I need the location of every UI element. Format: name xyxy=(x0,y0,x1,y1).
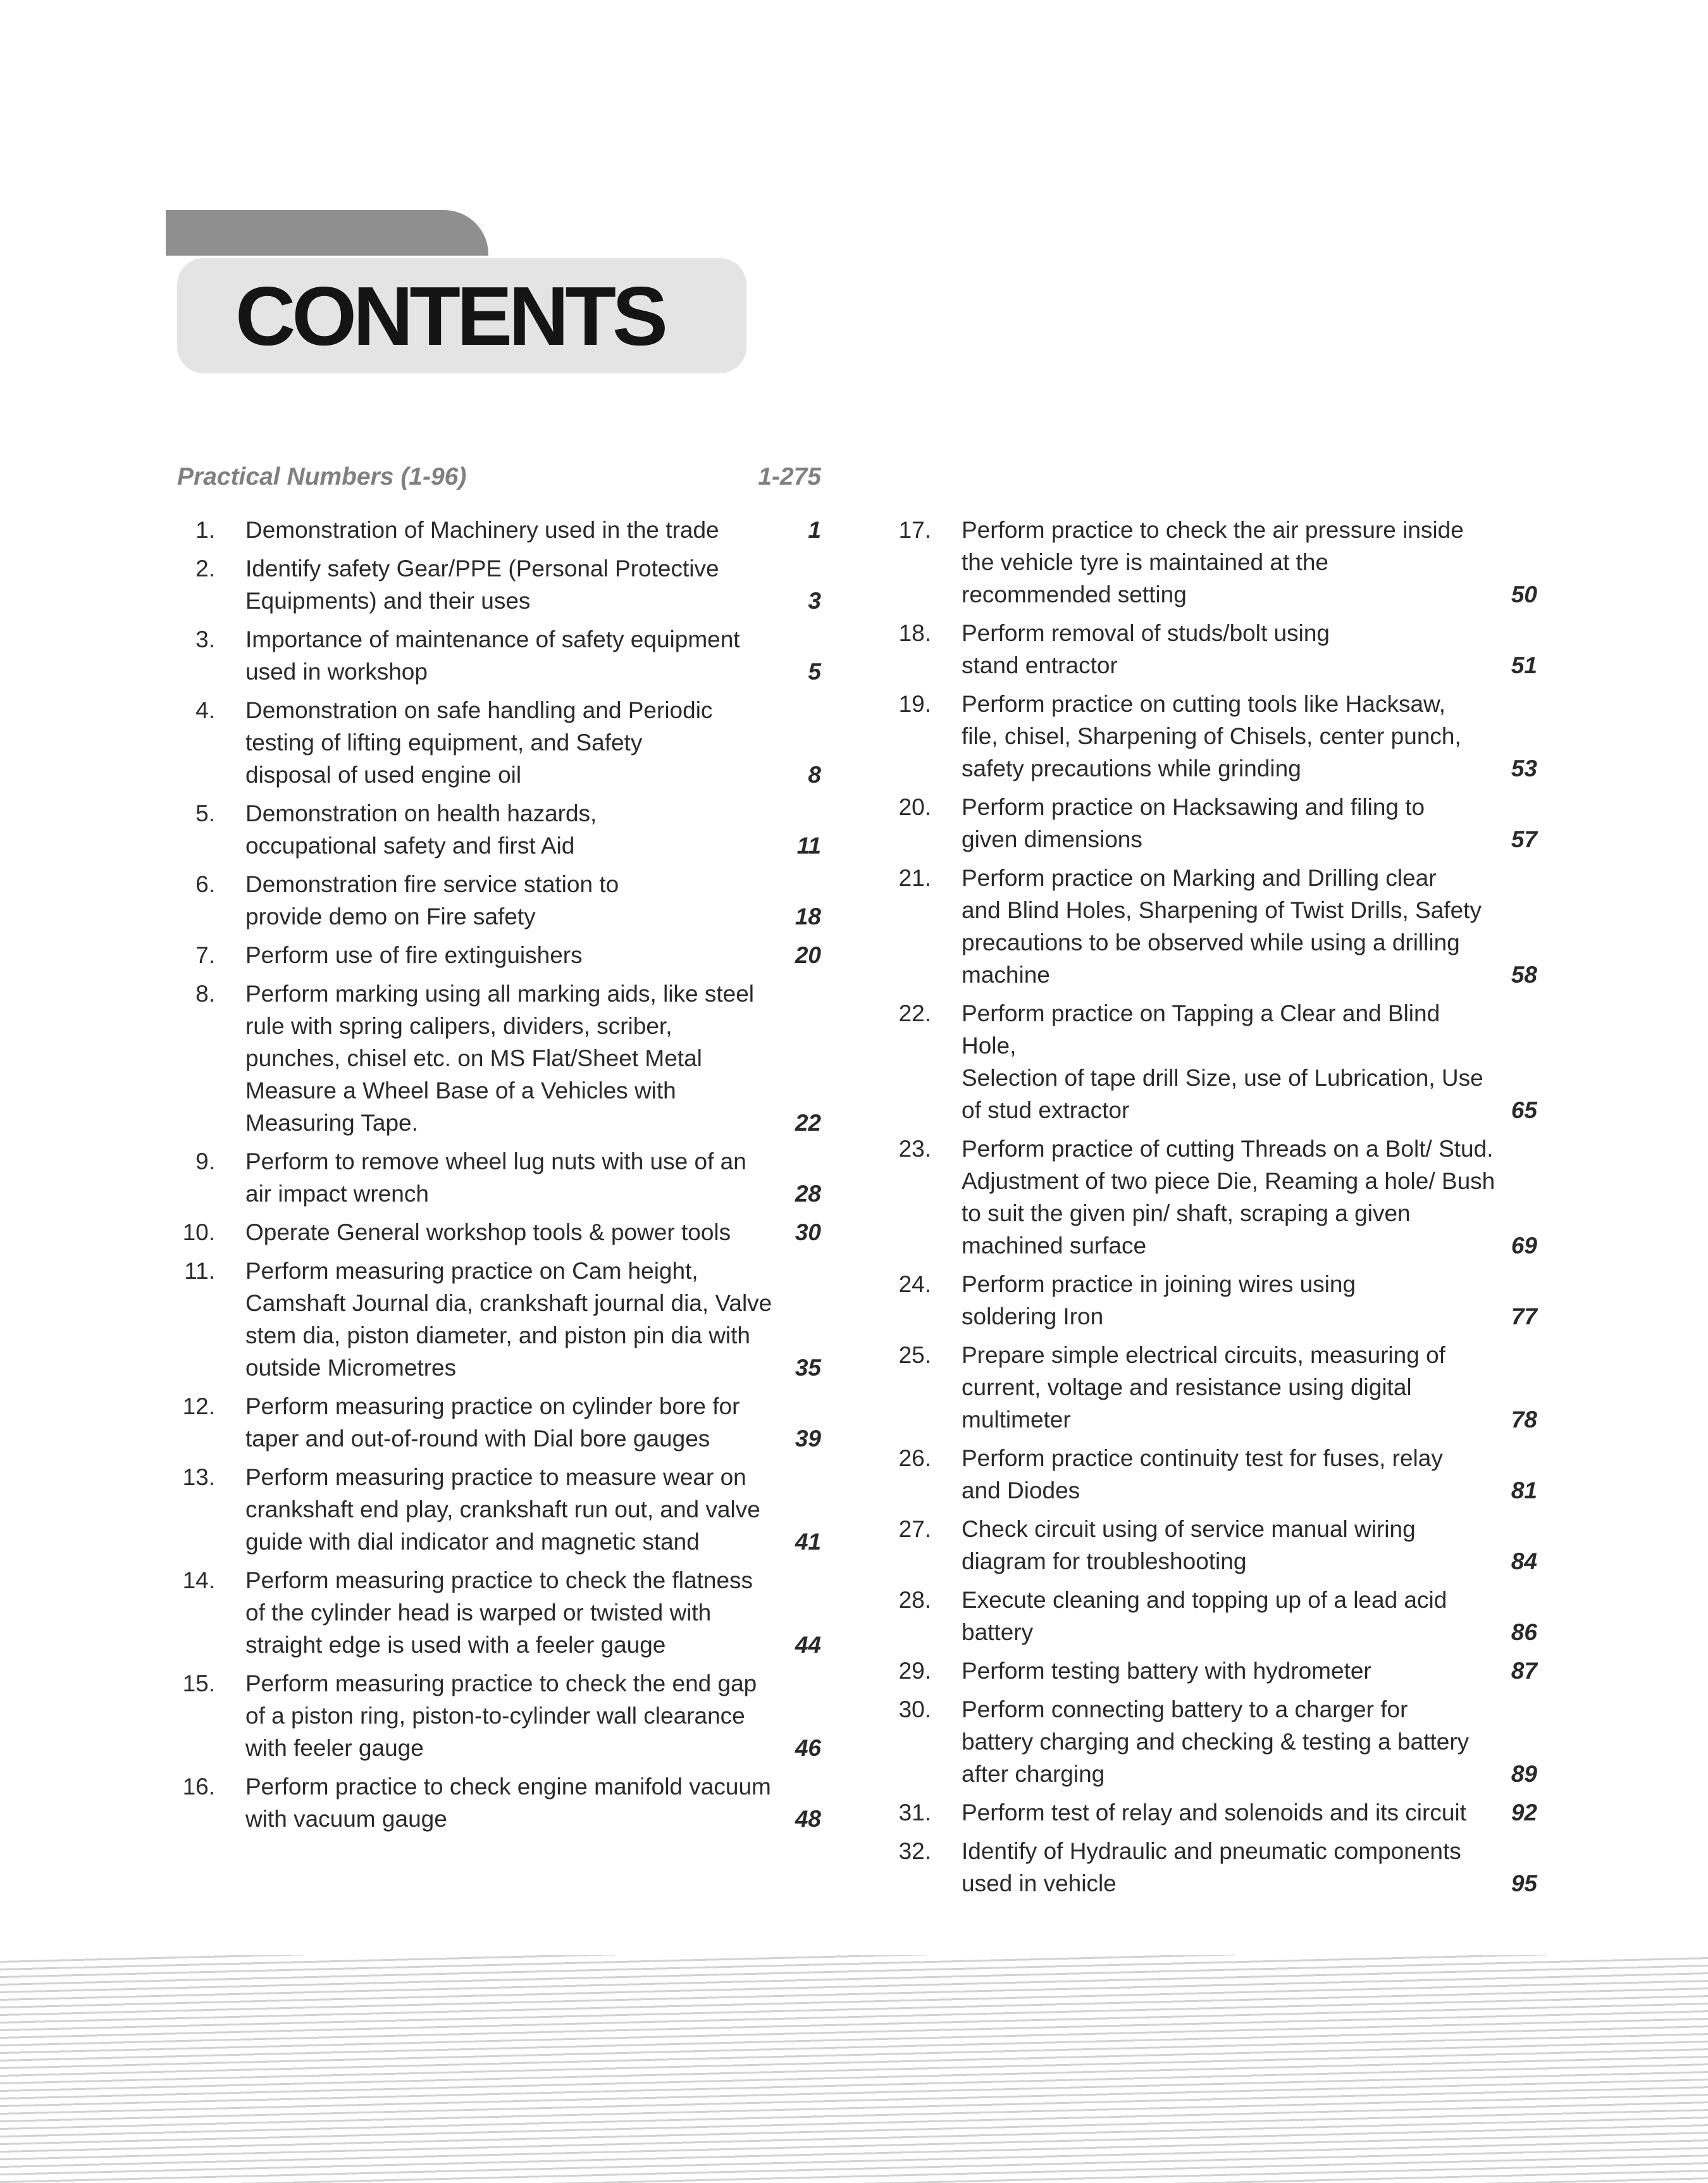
entry-title-line: battery xyxy=(962,1619,1034,1645)
entry-title xyxy=(893,1835,1537,1900)
toc-entry xyxy=(177,1216,821,1248)
entry-number: 6. xyxy=(195,871,215,897)
entry-title-line: Perform measuring practice to check the flatness xyxy=(245,1567,753,1593)
toc-entry xyxy=(177,1564,821,1661)
entry-title-line: Selection of tape drill Size, use of Lubrication, Use xyxy=(962,1065,1483,1091)
entry-page-number: 58 xyxy=(1511,962,1537,988)
entry-title xyxy=(177,514,821,546)
toc-entry xyxy=(893,1339,1537,1436)
entry-title xyxy=(177,797,821,862)
entry-title-line: to suit the given pin/ shaft, scraping a given xyxy=(962,1200,1411,1226)
entry-title xyxy=(893,514,1537,611)
entry-title-line: Perform practice continuity test for fuses, relay xyxy=(962,1445,1443,1471)
toc-entry xyxy=(893,1835,1537,1900)
entry-title-line: Perform marking using all marking aids, like steel xyxy=(245,981,755,1007)
entry-title xyxy=(177,978,821,1139)
entry-number: 16. xyxy=(182,1774,215,1800)
toc-entry xyxy=(893,617,1537,681)
entry-number: 22. xyxy=(898,1000,931,1026)
entry-title xyxy=(893,1133,1537,1262)
entry-number: 4. xyxy=(195,697,215,723)
toc-entry xyxy=(177,1255,821,1384)
entry-number: 30. xyxy=(898,1696,931,1722)
entry-title xyxy=(177,1216,821,1248)
toc-entry xyxy=(177,978,821,1139)
toc-entry xyxy=(893,688,1537,785)
toc-entry xyxy=(893,1442,1537,1507)
entry-title-line: provide demo on Fire safety xyxy=(245,904,536,930)
entry-page-number: 22 xyxy=(795,1110,821,1136)
entry-number: 14. xyxy=(182,1567,215,1593)
entry-title-line: of the cylinder head is warped or twisted with xyxy=(245,1600,712,1626)
entry-page-number: 3 xyxy=(808,588,821,614)
entry-title xyxy=(177,623,821,688)
entry-number: 11. xyxy=(184,1258,215,1284)
section-header xyxy=(177,463,821,500)
entry-title-line: and Diodes xyxy=(962,1477,1080,1503)
entry-title-line: Measure a Wheel Base of a Vehicles with xyxy=(245,1078,676,1104)
entry-title-line: Camshaft Journal dia, crankshaft journal dia, Valve xyxy=(245,1290,772,1316)
entry-title-line: recommended setting xyxy=(962,582,1187,607)
entry-title xyxy=(177,1145,821,1210)
entry-page-number: 35 xyxy=(795,1355,821,1381)
entry-title-line: multimeter xyxy=(962,1407,1071,1433)
entry-number: 2. xyxy=(195,556,215,582)
entry-title xyxy=(893,791,1537,855)
entry-page-number: 1 xyxy=(808,517,821,543)
entry-title-line: precautions to be observed while using a drilling xyxy=(962,930,1460,955)
entry-page-number: 89 xyxy=(1511,1761,1537,1787)
entry-number: 10. xyxy=(182,1219,215,1245)
toc-entry xyxy=(177,1145,821,1210)
entry-number: 1. xyxy=(195,517,215,543)
entry-page-number: 87 xyxy=(1511,1658,1537,1684)
entry-page-number: 5 xyxy=(808,659,821,685)
entry-page-number: 8 xyxy=(808,762,821,788)
entry-title-line: Measuring Tape. xyxy=(245,1110,418,1136)
entry-title-line: air impact wrench xyxy=(245,1181,429,1207)
footer-stripe-pattern xyxy=(0,1955,1708,2183)
entry-title xyxy=(893,1796,1537,1829)
entry-title xyxy=(177,1770,821,1835)
page-title: CONTENTS xyxy=(235,270,664,363)
entry-title xyxy=(177,694,821,791)
entry-title-line: Perform practice to check engine manifold vacuum xyxy=(245,1774,771,1800)
entry-title-line: of stud extractor xyxy=(962,1097,1130,1123)
entry-title-line: Perform testing battery with hydrometer xyxy=(962,1658,1371,1684)
entry-title-line: Importance of maintenance of safety equipment xyxy=(245,626,740,652)
entry-title-line: punches, chisel etc. on MS Flat/Sheet Metal xyxy=(245,1045,702,1071)
toc-entry xyxy=(893,1655,1537,1687)
toc-entry xyxy=(177,552,821,617)
entry-title-line: battery charging and checking & testing a battery xyxy=(962,1729,1470,1755)
entry-page-number: 20 xyxy=(795,942,821,968)
entry-number: 23. xyxy=(898,1136,931,1162)
entry-title-line: with feeler gauge xyxy=(245,1735,424,1761)
toc-entry xyxy=(893,1133,1537,1262)
entry-title-line: Adjustment of two piece Die, Reaming a hole/ Bush xyxy=(962,1168,1495,1194)
entry-title-line: safety precautions while grinding xyxy=(962,756,1301,781)
entry-title xyxy=(177,1461,821,1558)
entry-number: 29. xyxy=(898,1658,931,1684)
entry-title-line: Perform measuring practice to measure wear on xyxy=(245,1464,746,1490)
entry-title xyxy=(893,997,1537,1126)
entry-page-number: 41 xyxy=(795,1529,821,1555)
entry-number: 3. xyxy=(195,626,215,652)
entry-title xyxy=(893,1268,1537,1333)
entry-number: 24. xyxy=(898,1271,931,1297)
entry-title-line: disposal of used engine oil xyxy=(245,762,522,788)
entry-page-number: 77 xyxy=(1511,1303,1537,1329)
entry-title-line: Equipments) and their uses xyxy=(245,588,531,614)
entry-page-number: 86 xyxy=(1511,1619,1537,1645)
entry-title-line: Identify of Hydraulic and pneumatic components xyxy=(962,1838,1461,1864)
section-page-range: 1-275 xyxy=(758,463,821,490)
entry-title xyxy=(177,1667,821,1764)
entry-title xyxy=(893,1513,1537,1577)
entry-title-line: Check circuit using of service manual wiring xyxy=(962,1516,1416,1542)
toc-entry xyxy=(177,1390,821,1455)
entry-number: 13. xyxy=(182,1464,215,1490)
entry-page-number: 44 xyxy=(795,1632,821,1658)
entry-title-line: Perform use of fire extinguishers xyxy=(245,942,583,968)
entry-title xyxy=(893,1442,1537,1507)
toc-entry xyxy=(893,862,1537,991)
toc-entry xyxy=(177,1667,821,1764)
entry-title-line: of a piston ring, piston-to-cylinder wall clearance xyxy=(245,1703,745,1729)
entry-page-number: 50 xyxy=(1511,582,1537,607)
entry-title-line: Perform test of relay and solenoids and its circuit xyxy=(962,1800,1466,1825)
entry-page-number: 30 xyxy=(795,1219,821,1245)
entry-title-line: file, chisel, Sharpening of Chisels, center punch, xyxy=(962,723,1461,749)
entry-title xyxy=(893,1655,1537,1687)
entry-title xyxy=(893,688,1537,785)
entry-page-number: 95 xyxy=(1511,1870,1537,1896)
entry-title-line: Perform practice on Tapping a Clear and Blind Hole, xyxy=(962,1000,1440,1059)
toc-entry xyxy=(177,939,821,971)
toc-entry xyxy=(177,1770,821,1835)
entry-title-line: crankshaft end play, crankshaft run out, and valve xyxy=(245,1496,760,1522)
toc-column-right xyxy=(893,514,1537,1906)
entry-page-number: 11 xyxy=(796,833,821,859)
entry-title-line: testing of lifting equipment, and Safety xyxy=(245,730,643,756)
entry-page-number: 65 xyxy=(1511,1097,1537,1123)
entry-number: 21. xyxy=(898,865,931,891)
entry-title-line: with vacuum gauge xyxy=(245,1806,447,1832)
toc-entry xyxy=(177,623,821,688)
entry-title-line: Perform connecting battery to a charger for xyxy=(962,1696,1408,1722)
entry-page-number: 69 xyxy=(1511,1233,1537,1259)
entry-title-line: Demonstration of Machinery used in the trade xyxy=(245,517,719,543)
entry-title-line: Perform practice to check the air pressure inside xyxy=(962,517,1464,543)
toc-entry xyxy=(177,1461,821,1558)
entry-title-line: soldering Iron xyxy=(962,1303,1104,1329)
entry-title-line: guide with dial indicator and magnetic stand xyxy=(245,1529,700,1555)
entry-title-line: Execute cleaning and topping up of a lead acid xyxy=(962,1587,1447,1613)
entry-page-number: 28 xyxy=(795,1181,821,1207)
entry-number: 19. xyxy=(898,691,931,717)
toc-entry xyxy=(177,514,821,546)
entry-page-number: 78 xyxy=(1511,1407,1537,1433)
entry-title xyxy=(893,617,1537,681)
entry-title xyxy=(893,862,1537,991)
toc-entry xyxy=(893,997,1537,1126)
toc-entry xyxy=(893,1513,1537,1577)
entry-number: 8. xyxy=(195,981,215,1007)
toc-entry xyxy=(177,797,821,862)
entry-page-number: 92 xyxy=(1511,1800,1537,1825)
entry-number: 25. xyxy=(898,1342,931,1368)
entry-number: 27. xyxy=(898,1516,931,1542)
entry-number: 32. xyxy=(898,1838,931,1864)
entry-title xyxy=(177,552,821,617)
entry-title-line: used in vehicle xyxy=(962,1870,1117,1896)
entry-number: 5. xyxy=(195,800,215,826)
entry-title-line: Perform to remove wheel lug nuts with use of an xyxy=(245,1148,746,1174)
entry-number: 15. xyxy=(182,1670,215,1696)
entry-title xyxy=(177,1255,821,1384)
entry-title-line: after charging xyxy=(962,1761,1105,1787)
entry-title-line: given dimensions xyxy=(962,826,1142,852)
entry-title-line: Perform practice of cutting Threads on a Bolt/ Stud. xyxy=(962,1136,1494,1162)
entry-title xyxy=(177,1564,821,1661)
entry-title-line: straight edge is used with a feeler gauge xyxy=(245,1632,666,1658)
entry-page-number: 51 xyxy=(1511,652,1537,678)
entry-title-line: Demonstration on safe handling and Periodic xyxy=(245,697,713,723)
toc-entry xyxy=(893,1796,1537,1829)
toc-entry xyxy=(893,514,1537,611)
entry-number: 31. xyxy=(898,1800,931,1825)
entry-title xyxy=(893,1693,1537,1790)
entry-title xyxy=(893,1584,1537,1648)
entry-title-line: stand entractor xyxy=(962,652,1118,678)
toc-entry xyxy=(893,1584,1537,1648)
entry-title-line: Demonstration on health hazards, xyxy=(245,800,597,826)
entry-title-line: stem dia, piston diameter, and piston pin dia with xyxy=(245,1322,751,1348)
entry-title-line: and Blind Holes, Sharpening of Twist Drills, Safety xyxy=(962,897,1482,923)
section-title: Practical Numbers (1-96) xyxy=(177,463,467,490)
entry-title-line: Identify safety Gear/PPE (Personal Protective xyxy=(245,556,719,582)
entry-title xyxy=(177,1390,821,1455)
toc-entry xyxy=(177,694,821,791)
entry-page-number: 81 xyxy=(1511,1477,1537,1503)
entry-number: 28. xyxy=(898,1587,931,1613)
entry-title-line: Demonstration fire service station to xyxy=(245,871,619,897)
entry-title-line: Perform measuring practice on Cam height, xyxy=(245,1258,698,1284)
entry-number: 7. xyxy=(195,942,215,968)
entry-title-line: outside Micrometres xyxy=(245,1355,457,1381)
entry-title-line: Perform removal of studs/bolt using xyxy=(962,620,1330,646)
entry-page-number: 57 xyxy=(1511,826,1537,852)
entry-number: 26. xyxy=(898,1445,931,1471)
entry-number: 9. xyxy=(195,1148,215,1174)
entry-title-line: diagram for troubleshooting xyxy=(962,1548,1247,1574)
toc-column-left xyxy=(177,514,821,1841)
entry-number: 17. xyxy=(898,517,931,543)
toc-entry xyxy=(893,791,1537,855)
entry-title-line: occupational safety and first Aid xyxy=(245,833,575,859)
entry-title-line: Perform practice in joining wires using xyxy=(962,1271,1356,1297)
entry-title xyxy=(177,868,821,933)
entry-number: 12. xyxy=(182,1393,215,1419)
entry-title-line: the vehicle tyre is maintained at the xyxy=(962,549,1328,575)
entry-title-line: machine xyxy=(962,962,1050,988)
entry-page-number: 84 xyxy=(1511,1548,1537,1574)
entry-title-line: machined surface xyxy=(962,1233,1147,1259)
entry-title-line: Perform practice on Hacksawing and filing to xyxy=(962,794,1425,820)
entry-title-line: used in workshop xyxy=(245,659,428,685)
entry-title-line: Perform measuring practice on cylinder bore for xyxy=(245,1393,740,1419)
entry-page-number: 48 xyxy=(795,1806,821,1832)
header-tab-decoration xyxy=(166,210,488,256)
entry-title-line: Perform practice on cutting tools like Hacksaw, xyxy=(962,691,1445,717)
entry-title xyxy=(893,1339,1537,1436)
entry-title-line: Perform measuring practice to check the end gap xyxy=(245,1670,757,1696)
toc-entry xyxy=(893,1693,1537,1790)
toc-entry xyxy=(893,1268,1537,1333)
entry-page-number: 46 xyxy=(795,1735,821,1761)
entry-title xyxy=(177,939,821,971)
toc-entry xyxy=(177,868,821,933)
entry-title-line: current, voltage and resistance using digital xyxy=(962,1374,1412,1400)
entry-title-line: Prepare simple electrical circuits, measuring of xyxy=(962,1342,1445,1368)
entry-title-line: rule with spring calipers, dividers, scriber, xyxy=(245,1013,672,1039)
entry-page-number: 53 xyxy=(1511,756,1537,781)
entry-page-number: 18 xyxy=(795,904,821,930)
entry-title-line: Operate General workshop tools & power tools xyxy=(245,1219,731,1245)
entry-number: 20. xyxy=(898,794,931,820)
entry-title-line: Perform practice on Marking and Drilling clear xyxy=(962,865,1437,891)
entry-page-number: 39 xyxy=(795,1426,821,1452)
entry-number: 18. xyxy=(898,620,931,646)
entry-title-line: taper and out-of-round with Dial bore gauges xyxy=(245,1426,710,1452)
